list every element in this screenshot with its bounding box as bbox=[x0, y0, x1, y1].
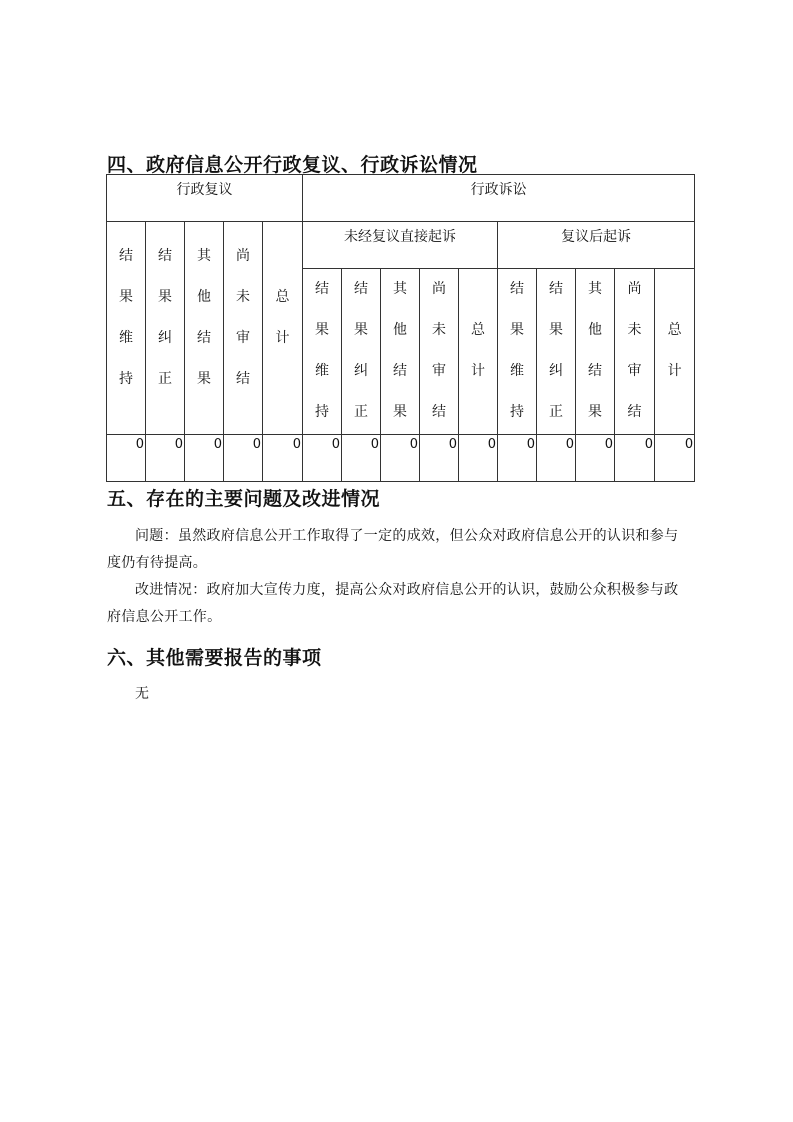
review-col-other: 其他结果 bbox=[185, 222, 224, 435]
direct-col-pending: 尚未审结 bbox=[420, 269, 459, 435]
direct-value-total: 0 bbox=[459, 435, 498, 482]
section6-content: 无 bbox=[135, 686, 150, 702]
after-value-total: 0 bbox=[655, 435, 695, 482]
section4-heading: 四、政府信息公开行政复议、行政诉讼情况 bbox=[107, 154, 478, 176]
review-value-other: 0 bbox=[185, 435, 224, 482]
review-col-total: 总计 bbox=[263, 222, 303, 435]
direct-value-other: 0 bbox=[381, 435, 420, 482]
after-col-total: 总计 bbox=[655, 269, 695, 435]
improvement-paragraph: 改进情况：政府加大宣传力度，提高公众对政府信息公开的认识，鼓励公众积极参与政府信息公开工作。 bbox=[107, 582, 679, 625]
section5-heading: 五、存在的主要问题及改进情况 bbox=[107, 488, 381, 510]
after-value-other: 0 bbox=[576, 435, 615, 482]
direct-col-maintained: 结果维持 bbox=[303, 269, 342, 435]
review-value-pending: 0 bbox=[224, 435, 263, 482]
litigation-header: 行政诉讼 bbox=[303, 175, 695, 222]
review-col-corrected: 结果纠正 bbox=[146, 222, 185, 435]
after-col-maintained: 结果维持 bbox=[498, 269, 537, 435]
after-col-pending: 尚未审结 bbox=[615, 269, 655, 435]
after-col-other: 其他结果 bbox=[576, 269, 615, 435]
review-value-total: 0 bbox=[263, 435, 303, 482]
review-col-pending: 尚未审结 bbox=[224, 222, 263, 435]
after-value-pending: 0 bbox=[615, 435, 655, 482]
direct-col-total: 总计 bbox=[459, 269, 498, 435]
after-col-corrected: 结果纠正 bbox=[537, 269, 576, 435]
review-col-maintained: 结果维持 bbox=[107, 222, 146, 435]
review-value-corrected: 0 bbox=[146, 435, 185, 482]
review-value-maintained: 0 bbox=[107, 435, 146, 482]
section6-heading: 六、其他需要报告的事项 bbox=[107, 647, 322, 669]
after-review-header: 复议后起诉 bbox=[498, 222, 695, 269]
direct-value-maintained: 0 bbox=[303, 435, 342, 482]
after-value-corrected: 0 bbox=[537, 435, 576, 482]
review-litigation-table bbox=[106, 174, 695, 482]
review-header: 行政复议 bbox=[107, 175, 303, 222]
after-value-maintained: 0 bbox=[498, 435, 537, 482]
direct-value-corrected: 0 bbox=[342, 435, 381, 482]
direct-col-other: 其他结果 bbox=[381, 269, 420, 435]
problem-paragraph: 问题：虽然政府信息公开工作取得了一定的成效，但公众对政府信息公开的认识和参与度仍有待提高。 bbox=[107, 528, 679, 571]
direct-value-pending: 0 bbox=[420, 435, 459, 482]
direct-col-corrected: 结果纠正 bbox=[342, 269, 381, 435]
direct-suit-header: 未经复议直接起诉 bbox=[303, 222, 498, 269]
